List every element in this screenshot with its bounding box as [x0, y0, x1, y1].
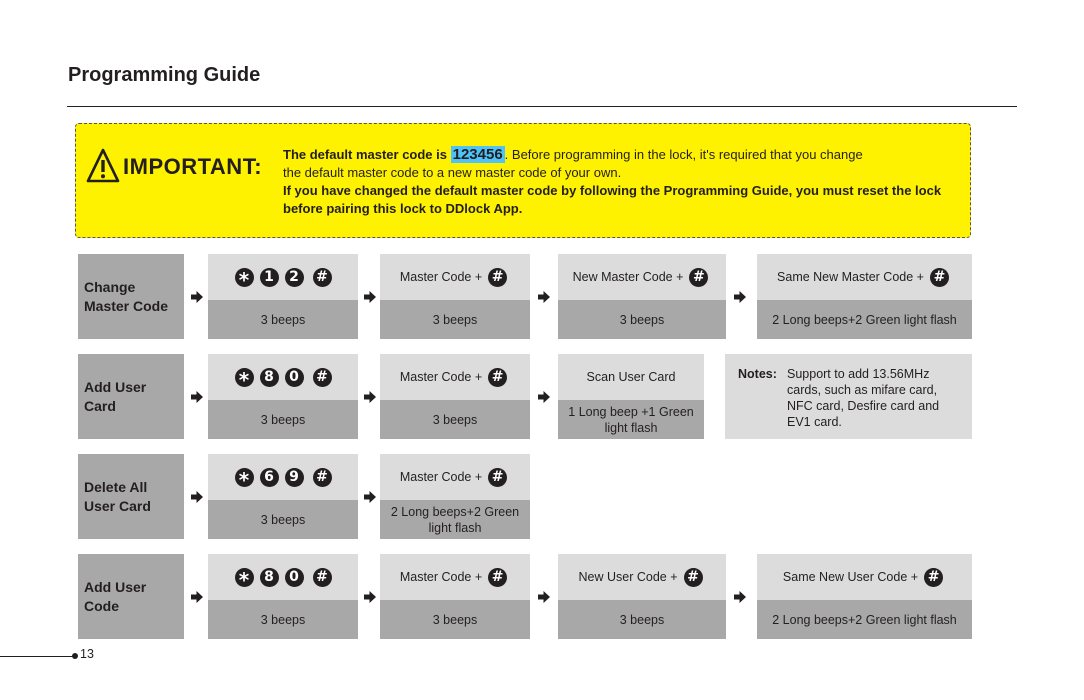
key-sequence-step — [208, 454, 358, 539]
important-label: IMPORTANT: — [123, 154, 263, 179]
step-result — [558, 600, 726, 639]
key-digit-6: 6 — [260, 468, 279, 487]
step-result: 3 beeps — [208, 600, 358, 639]
key-digit-0: 0 — [285, 568, 304, 587]
row-label-line2: Code — [84, 597, 119, 614]
step-result-text: 3 beeps — [432, 612, 478, 627]
key-hash-icon: # — [930, 268, 949, 287]
page-title: Programming Guide — [68, 64, 261, 86]
key-digit-8: 8 — [260, 568, 279, 587]
step-instruction-text: New Master Code + — [572, 270, 684, 284]
important-line3: If you have changed the default master code by following the Programming Guide, you must reset the lock before pairing this lock to DDlock App. — [283, 183, 942, 216]
arrow-icon — [538, 590, 550, 602]
important-text — [283, 146, 963, 218]
row-label-line1: Delete All — [84, 478, 148, 495]
step-result-text: 3 beeps — [619, 612, 665, 627]
page-number-dot — [72, 653, 78, 659]
step-instruction — [757, 254, 972, 300]
important-line2: the default master code to a new master code of your own. — [283, 165, 622, 180]
key-sequence-step — [208, 554, 358, 639]
step-result — [380, 600, 530, 639]
process-step — [757, 554, 972, 639]
step-result — [558, 400, 704, 439]
key-hash-icon: # — [313, 268, 332, 287]
step-result — [757, 600, 972, 639]
warning-icon — [86, 148, 120, 184]
process-step — [757, 254, 972, 339]
key-hash-icon: # — [684, 568, 703, 587]
step-result — [380, 300, 530, 339]
row-label — [78, 454, 184, 539]
step-result — [380, 500, 530, 539]
process-step — [558, 254, 726, 339]
arrow-icon — [734, 590, 746, 602]
step-result: 3 beeps — [208, 500, 358, 539]
step-instruction — [380, 354, 530, 400]
process-step — [380, 554, 530, 639]
row-label-line2: User Card — [84, 497, 151, 514]
row-label-line1: Change — [84, 278, 136, 295]
step-instruction — [380, 254, 530, 300]
step-instruction — [380, 554, 530, 600]
key-digit-8: 8 — [260, 368, 279, 387]
default-code-highlight: 123456 — [452, 146, 503, 163]
key-hash-icon: # — [313, 468, 332, 487]
notes-label: Notes: — [738, 367, 777, 381]
step-instruction-text: Scan User Card — [586, 370, 676, 384]
key-sequence — [208, 454, 358, 500]
step-instruction — [757, 554, 972, 600]
key-hash-icon: # — [488, 268, 507, 287]
key-digit-1: 1 — [260, 268, 279, 287]
important-line1-rest: . Before programming in the lock, it's required that you change — [504, 147, 863, 162]
step-instruction-text: Master Code + — [399, 470, 483, 484]
step-result-text: 2 Long beeps+2 Green light flash — [772, 612, 957, 627]
step-result-text: 1 Long beep +1 Green light flash — [568, 404, 694, 435]
step-instruction-text: Same New Master Code + — [777, 270, 924, 284]
key-hash-icon: # — [313, 368, 332, 387]
key-star-icon: * — [235, 268, 254, 287]
arrow-icon — [191, 590, 203, 602]
key-sequence-step — [208, 354, 358, 439]
notes-box — [725, 354, 972, 439]
row-label — [78, 554, 184, 639]
key-digit-2: 2 — [285, 268, 304, 287]
step-instruction-text: Master Code + — [399, 270, 483, 284]
step-instruction — [558, 354, 704, 400]
step-instruction-text: Master Code + — [399, 370, 483, 384]
key-digit-0: 0 — [285, 368, 304, 387]
key-star-icon: * — [235, 568, 254, 587]
key-sequence — [208, 354, 358, 400]
arrow-icon — [538, 290, 550, 302]
step-result-text: 3 beeps — [619, 312, 665, 327]
key-sequence — [208, 254, 358, 300]
step-instruction-text: Same New User Code + — [782, 570, 919, 584]
arrow-icon — [364, 490, 376, 502]
step-instruction-text: New User Code + — [578, 570, 678, 584]
key-star-icon: * — [235, 468, 254, 487]
process-step — [558, 554, 726, 639]
title-divider — [67, 106, 1017, 107]
arrow-icon — [734, 290, 746, 302]
row-label-line1: Add User — [84, 378, 147, 395]
key-hash-icon: # — [488, 368, 507, 387]
notes-text: Support to add 13.56MHz cards, such as mifare card, NFC card, Desfire card and EV1 card. — [787, 367, 940, 429]
row-label-line2: Master Code — [84, 297, 169, 314]
key-sequence — [208, 554, 358, 600]
step-result: 3 beeps — [208, 400, 358, 439]
key-hash-icon: # — [488, 568, 507, 587]
key-hash-icon: # — [689, 268, 708, 287]
step-result-text: 2 Long beeps+2 Green light flash — [772, 312, 957, 327]
page-number: 13 — [80, 647, 94, 661]
step-instruction-text: Master Code + — [399, 570, 483, 584]
step-result — [558, 300, 726, 339]
arrow-icon — [364, 290, 376, 302]
key-star-icon: * — [235, 368, 254, 387]
step-result — [380, 400, 530, 439]
row-label-line2: Card — [84, 397, 116, 414]
step-result-text: 2 Long beeps+2 Green light flash — [390, 504, 520, 535]
process-step — [380, 254, 530, 339]
important-line1-bold: The default master code is — [283, 147, 451, 162]
key-hash-icon: # — [313, 568, 332, 587]
process-step — [558, 354, 704, 439]
step-instruction — [380, 454, 530, 500]
arrow-icon — [191, 490, 203, 502]
arrow-icon — [364, 390, 376, 402]
process-step — [380, 454, 530, 539]
arrow-icon — [191, 390, 203, 402]
step-result-text: 3 beeps — [432, 412, 478, 427]
step-result — [757, 300, 972, 339]
key-hash-icon: # — [924, 568, 943, 587]
step-result-text: 3 beeps — [432, 312, 478, 327]
arrow-icon — [191, 290, 203, 302]
arrow-icon — [538, 390, 550, 402]
step-result: 3 beeps — [208, 300, 358, 339]
row-label — [78, 354, 184, 439]
arrow-icon — [364, 590, 376, 602]
key-sequence-step — [208, 254, 358, 339]
page-number-rule — [0, 656, 73, 657]
row-label — [78, 254, 184, 339]
row-label-line1: Add User — [84, 578, 147, 595]
step-instruction — [558, 254, 726, 300]
key-digit-9: 9 — [285, 468, 304, 487]
key-hash-icon: # — [488, 468, 507, 487]
process-step — [380, 354, 530, 439]
step-instruction — [558, 554, 726, 600]
